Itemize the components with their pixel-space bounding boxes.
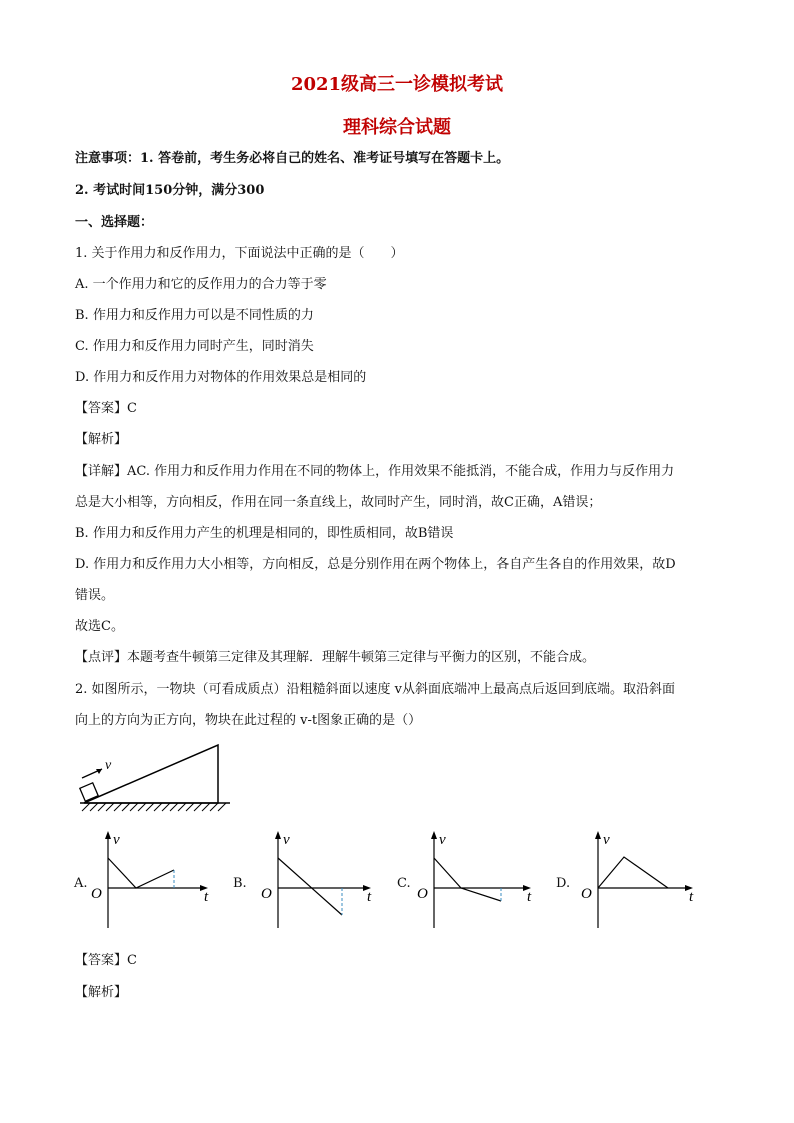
incline-wedge bbox=[84, 745, 218, 803]
y-arrowhead bbox=[431, 831, 437, 839]
x-axis-label: t bbox=[204, 889, 209, 905]
q1-detail-6: 故选C。 bbox=[75, 619, 124, 634]
y-arrowhead bbox=[105, 831, 111, 839]
graph-c bbox=[414, 828, 544, 933]
origin-label: O bbox=[581, 886, 592, 902]
origin-label: O bbox=[417, 886, 428, 902]
exam-subtitle: 理科综合试题 bbox=[343, 117, 451, 138]
q1-detail-1: 【详解】AC. 作用力和反作用力作用在不同的物体上，作用效果不能抵消，不能合成，作用力与反作用力 bbox=[75, 464, 675, 479]
graph-d-label: D. bbox=[556, 876, 571, 891]
q2-analysis-label: 【解析】 bbox=[75, 985, 128, 1000]
section-heading: 一、选择题： bbox=[75, 215, 154, 230]
graph-b bbox=[258, 828, 388, 933]
notice-line-1: 注意事项：1. 答卷前，考生务必将自己的姓名、准考证号填写在答题卡上。 bbox=[75, 151, 510, 166]
graph-c-label: C. bbox=[397, 876, 411, 891]
vt-curve bbox=[108, 858, 174, 888]
vt-curve bbox=[278, 858, 342, 915]
q1-analysis-label: 【解析】 bbox=[75, 432, 128, 447]
origin-label: O bbox=[261, 886, 272, 902]
y-axis-label: v bbox=[439, 832, 446, 848]
q1-option-d: D. 作用力和反作用力对物体的作用效果总是相同的 bbox=[75, 370, 367, 385]
y-arrowhead bbox=[595, 831, 601, 839]
q1-option-c: C. 作用力和反作用力同时产生，同时消失 bbox=[75, 339, 314, 354]
y-axis-label: v bbox=[603, 832, 610, 848]
vt-curve bbox=[598, 857, 668, 888]
q1-answer: 【答案】C bbox=[75, 401, 137, 416]
q1-detail-2: 总是大小相等，方向相反，作用在同一条直线上，故同时产生，同时消，故C正确，A错误； bbox=[75, 495, 602, 510]
q1-detail-3: B. 作用力和反作用力产生的机理是相同的，即性质相同，故B错误 bbox=[75, 526, 454, 541]
vt-curve bbox=[434, 858, 501, 901]
graph-a bbox=[88, 828, 218, 933]
q1-comment: 【点评】本题考查牛顿第三定律及其理解．理解牛顿第三定律与平衡力的区别，不能合成。 bbox=[75, 650, 596, 665]
ground-hatching bbox=[82, 803, 226, 811]
graph-b-label: B. bbox=[233, 876, 247, 891]
x-axis-label: t bbox=[689, 889, 694, 905]
notice-line-2: 2. 考试时间150分钟，满分300 bbox=[75, 183, 265, 198]
q1-stem: 1. 关于作用力和反作用力，下面说法中正确的是（ ） bbox=[75, 246, 404, 261]
y-axis-label: v bbox=[113, 832, 120, 848]
graph-d bbox=[578, 828, 708, 933]
q2-stem-1: 2. 如图所示，一物块（可看成质点）沿粗糙斜面以速度 v从斜面底端冲上最高点后返回到底端。取沿斜面 bbox=[75, 682, 676, 697]
q2-stem-2: 向上的方向为正方向，物块在此过程的 v-t图象正确的是（） bbox=[75, 713, 422, 728]
incline-diagram bbox=[70, 735, 240, 815]
origin-label: O bbox=[91, 886, 102, 902]
x-axis-label: t bbox=[527, 889, 532, 905]
q2-answer: 【答案】C bbox=[75, 953, 137, 968]
q1-option-b: B. 作用力和反作用力可以是不同性质的力 bbox=[75, 308, 314, 323]
q1-option-a: A. 一个作用力和它的反作用力的合力等于零 bbox=[75, 277, 327, 292]
q1-detail-5: 错误。 bbox=[75, 588, 115, 603]
q1-detail-4: D. 作用力和反作用力大小相等，方向相反，总是分别作用在两个物体上，各自产生各自的作用效果，故D bbox=[75, 557, 676, 572]
velocity-label: v bbox=[105, 758, 112, 773]
y-arrowhead bbox=[275, 831, 281, 839]
exam-title: 2021级高三一诊模拟考试 bbox=[290, 74, 504, 95]
y-axis-label: v bbox=[283, 832, 290, 848]
x-axis-label: t bbox=[367, 889, 372, 905]
graph-a-label: A. bbox=[74, 876, 88, 891]
